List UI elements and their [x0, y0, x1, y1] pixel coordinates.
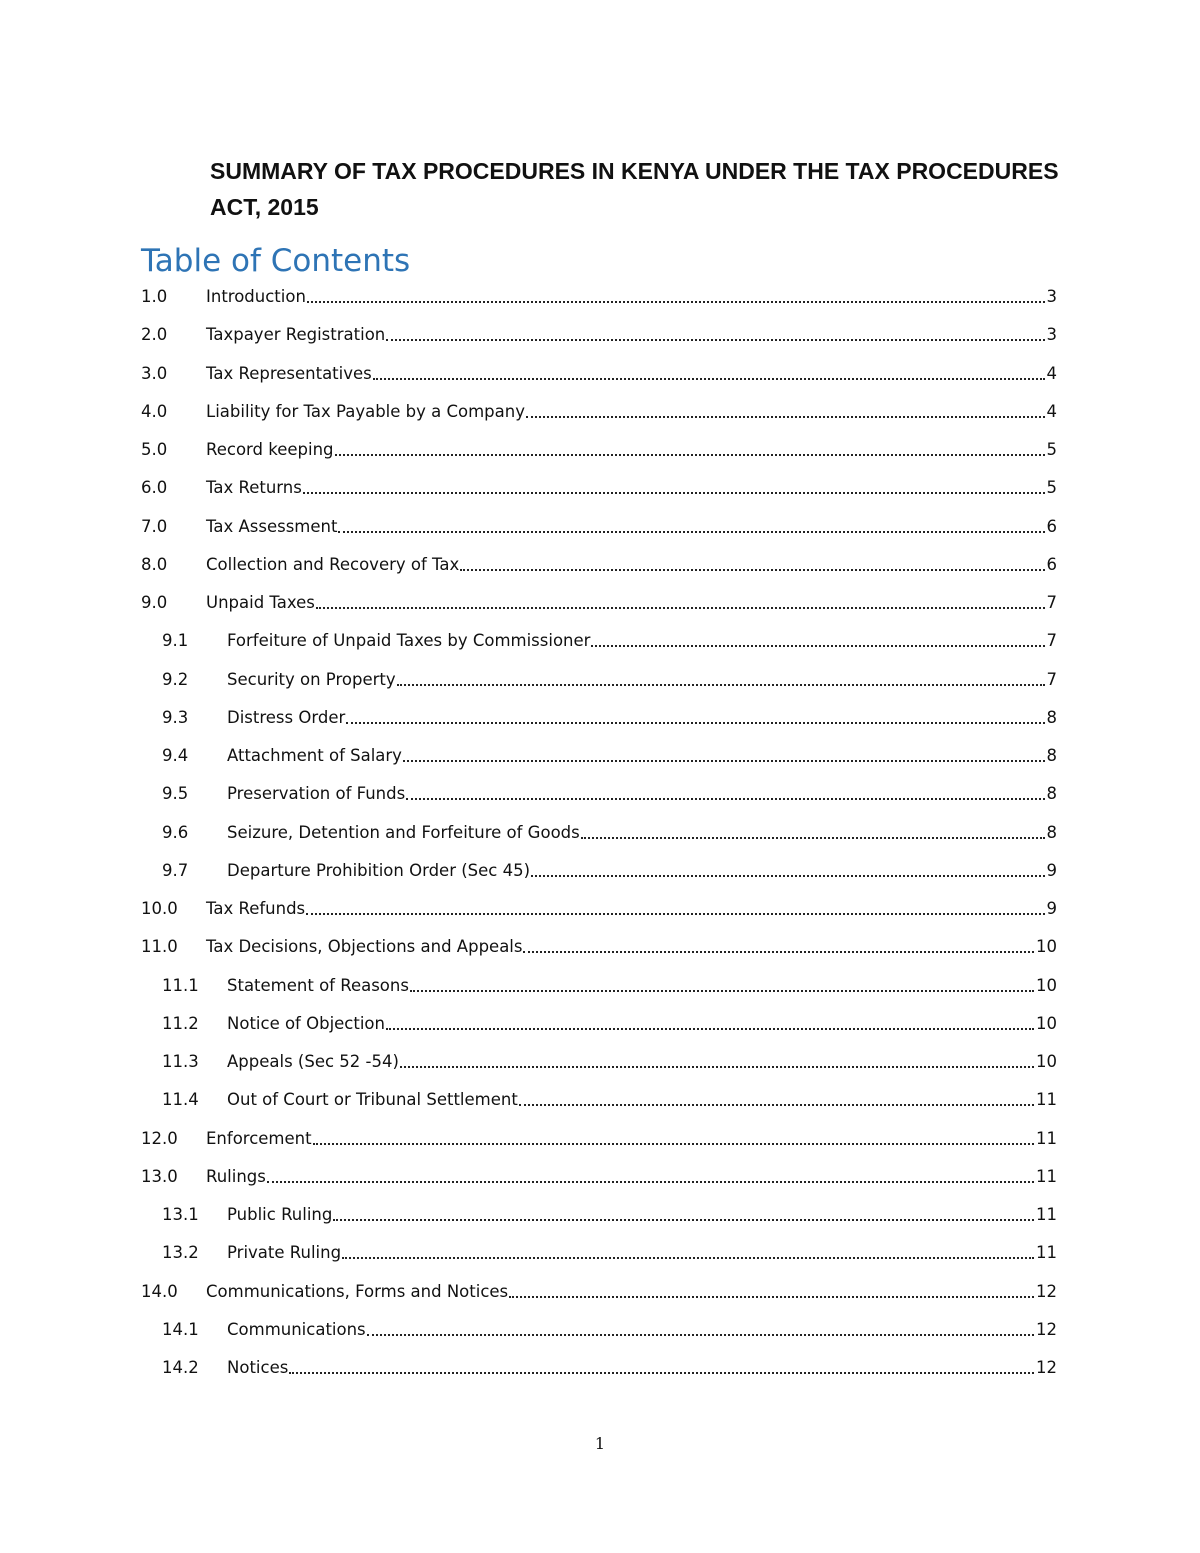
- toc-entry-title: Preservation of Funds: [227, 784, 406, 804]
- toc-entry-number: 11.0: [141, 937, 178, 957]
- toc-dot-leader: [519, 1088, 1034, 1112]
- toc-entry-title: Security on Property: [227, 669, 396, 689]
- toc-entry-title: Out of Court or Tribunal Settlement: [227, 1090, 518, 1110]
- toc-entry-page: 11: [1036, 1166, 1057, 1186]
- toc-entry-number: 5.0: [141, 440, 168, 459]
- toc-entry[interactable]: [162, 629, 1057, 653]
- toc-dot-leader: [346, 706, 1044, 730]
- toc-entry-title: Appeals (Sec 52 -54): [227, 1052, 399, 1071]
- toc-entry-number: 13.1: [162, 1205, 199, 1224]
- toc-entry-page: 10: [1036, 937, 1057, 957]
- toc-entry-title: Tax Returns: [206, 478, 302, 498]
- toc-dot-leader: [531, 859, 1044, 883]
- toc-entry-number: 3.0: [141, 363, 168, 383]
- toc-entry-title: Private Ruling: [227, 1243, 342, 1263]
- toc-entry[interactable]: [141, 476, 1057, 500]
- toc-entry-page: 5: [1046, 478, 1057, 498]
- toc-entry[interactable]: [162, 706, 1057, 730]
- toc-entry-page: 4: [1046, 363, 1057, 383]
- toc-entry-number: 12.0: [141, 1128, 178, 1148]
- toc-dot-leader: [386, 1012, 1034, 1036]
- toc-entry-number: 9.6: [162, 822, 189, 842]
- toc-entry-number: 10.0: [141, 899, 178, 918]
- toc-entry[interactable]: [162, 859, 1057, 883]
- toc-dot-leader: [306, 897, 1044, 921]
- toc-entry-number: 9.3: [162, 707, 189, 727]
- toc-entry-title: Collection and Recovery of Tax: [206, 554, 460, 574]
- toc-entry-number: 14.0: [141, 1281, 178, 1301]
- toc-entry-page: 4: [1046, 401, 1057, 421]
- toc-dot-leader: [403, 744, 1045, 768]
- toc-dot-leader: [316, 591, 1045, 615]
- toc-dot-leader: [342, 1241, 1034, 1265]
- toc-dot-leader: [523, 935, 1034, 959]
- toc-entry-number: 7.0: [141, 516, 168, 536]
- toc-entry-number: 6.0: [141, 478, 168, 498]
- toc-entry-title: Forfeiture of Unpaid Taxes by Commissioner: [227, 631, 591, 651]
- toc-entry-title: Departure Prohibition Order (Sec 45): [227, 860, 531, 880]
- toc-entry-page: 11: [1036, 1205, 1057, 1224]
- toc-entry[interactable]: [141, 400, 1057, 424]
- toc-dot-leader: [591, 629, 1044, 653]
- toc-entry-page: 11: [1036, 1090, 1057, 1110]
- toc-dot-leader: [303, 476, 1045, 500]
- toc-entry-number: 9.0: [141, 593, 168, 612]
- toc-entry-title: Seizure, Detention and Forfeiture of Goods: [227, 822, 580, 842]
- toc-entry[interactable]: [141, 897, 1057, 921]
- toc-entry-title: Communications, Forms and Notices: [206, 1281, 509, 1301]
- toc-entry-number: 11.3: [162, 1052, 199, 1071]
- toc-entry-title: Tax Refunds: [206, 899, 306, 918]
- toc-dot-leader: [400, 1050, 1034, 1074]
- toc-entry-title: Notices: [227, 1358, 289, 1377]
- toc-dot-leader: [367, 1318, 1034, 1342]
- toc-entry-page: 12: [1036, 1281, 1057, 1301]
- toc-entry-number: 9.4: [162, 746, 189, 765]
- document-title: SUMMARY OF TAX PROCEDURES IN KENYA UNDER THE TAX PROCEDURES ACT, 2015: [210, 158, 1059, 220]
- toc-dot-leader: [509, 1280, 1034, 1304]
- toc-entry-number: 9.5: [162, 784, 189, 804]
- toc-entry-page: 6: [1046, 516, 1057, 536]
- toc-dot-leader: [289, 1356, 1034, 1380]
- toc-entry-title: Enforcement: [206, 1128, 312, 1148]
- toc-entry-number: 9.2: [162, 669, 189, 689]
- toc-entry[interactable]: [141, 1127, 1057, 1151]
- toc-dot-leader: [307, 285, 1045, 309]
- toc-dot-leader: [267, 1165, 1034, 1189]
- toc-entry-page: 10: [1036, 975, 1057, 995]
- toc-dot-leader: [406, 782, 1044, 806]
- toc-entry[interactable]: [162, 1241, 1057, 1265]
- toc-entry-page: 9: [1046, 860, 1057, 880]
- toc-dot-leader: [313, 1127, 1034, 1151]
- toc-entry-page: 8: [1046, 746, 1057, 765]
- toc-entry[interactable]: [141, 438, 1057, 462]
- toc-entry-title: Tax Assessment: [206, 516, 338, 536]
- toc-entry-title: Tax Decisions, Objections and Appeals: [206, 937, 523, 957]
- toc-dot-leader: [410, 974, 1034, 998]
- toc-entry[interactable]: [162, 1318, 1057, 1342]
- toc-entry-page: 6: [1046, 554, 1057, 574]
- toc-entry-number: 4.0: [141, 401, 168, 421]
- toc-entry[interactable]: [141, 1280, 1057, 1304]
- toc-entry[interactable]: [141, 1165, 1057, 1189]
- toc-dot-leader: [333, 1203, 1034, 1227]
- toc-entry-title: Record keeping: [206, 440, 334, 459]
- toc-entry[interactable]: [162, 1203, 1057, 1227]
- toc-entry[interactable]: [162, 1356, 1057, 1380]
- toc-entry[interactable]: [162, 821, 1057, 845]
- toc-entry[interactable]: [141, 323, 1057, 347]
- toc-entry-page: 8: [1046, 822, 1057, 842]
- toc-entry-number: 13.2: [162, 1243, 199, 1263]
- toc-dot-leader: [373, 362, 1045, 386]
- toc-entry-page: 11: [1036, 1243, 1057, 1263]
- toc-dot-leader: [335, 438, 1045, 462]
- toc-dot-leader: [397, 668, 1045, 692]
- toc-entry-title: Tax Representatives: [206, 363, 372, 383]
- toc-entry-page: 11: [1036, 1128, 1057, 1148]
- toc-dot-leader: [338, 515, 1044, 539]
- toc-entry[interactable]: [162, 668, 1057, 692]
- toc-entry-number: 11.4: [162, 1090, 199, 1110]
- toc-entry-title: Statement of Reasons: [227, 975, 409, 995]
- toc-entry-page: 5: [1046, 440, 1057, 459]
- toc-entry-title: Communications: [227, 1319, 366, 1339]
- toc-entry-page: 10: [1036, 1013, 1057, 1033]
- toc-entry[interactable]: [162, 974, 1057, 998]
- toc-entry-number: 1.0: [141, 287, 168, 306]
- toc-entry-page: 7: [1046, 669, 1057, 689]
- toc-entry-page: 9: [1046, 899, 1057, 918]
- toc-entry-page: 8: [1046, 707, 1057, 727]
- toc-dot-leader: [460, 553, 1044, 577]
- toc-entry-title: Taxpayer Registration: [206, 325, 386, 345]
- toc-entry[interactable]: [141, 935, 1057, 959]
- toc-entry-number: 9.7: [162, 860, 189, 880]
- toc-entry-page: 3: [1046, 325, 1057, 345]
- toc-entry-number: 9.1: [162, 631, 189, 651]
- toc-entry-title: Rulings: [206, 1166, 266, 1186]
- toc-entry-page: 12: [1036, 1358, 1057, 1377]
- toc-entry[interactable]: [141, 362, 1057, 386]
- toc-entry[interactable]: [162, 1088, 1057, 1112]
- toc-dot-leader: [386, 323, 1044, 347]
- toc-entry[interactable]: [162, 1012, 1057, 1036]
- toc-dot-leader: [581, 821, 1045, 845]
- toc-entry-title: Introduction: [206, 287, 306, 306]
- toc-entry-title: Liability for Tax Payable by a Company: [206, 401, 525, 421]
- toc-entry[interactable]: [141, 515, 1057, 539]
- toc-entry-title: Notice of Objection: [227, 1013, 385, 1033]
- toc-entry[interactable]: [141, 591, 1057, 615]
- toc-entry-number: 2.0: [141, 325, 168, 345]
- toc-dot-leader: [526, 400, 1045, 424]
- toc-entry-title: Attachment of Salary: [227, 746, 402, 765]
- toc-entry-page: 10: [1036, 1052, 1057, 1071]
- toc-entry[interactable]: [141, 285, 1057, 309]
- toc-entry-page: 7: [1046, 593, 1057, 612]
- toc-entry-number: 11.1: [162, 975, 199, 995]
- toc-entry-title: Unpaid Taxes: [206, 593, 315, 612]
- toc-entry-number: 14.2: [162, 1358, 199, 1377]
- toc-entry-number: 8.0: [141, 554, 168, 574]
- toc-entry[interactable]: [162, 744, 1057, 768]
- toc-entry-number: 14.1: [162, 1319, 199, 1339]
- toc-entry[interactable]: [162, 1050, 1057, 1074]
- toc-entry-title: Distress Order: [227, 707, 346, 727]
- page-number: 1: [594, 1434, 606, 1453]
- toc-entry[interactable]: [141, 553, 1057, 577]
- toc-entry-page: 12: [1036, 1319, 1057, 1339]
- toc-entry-number: 13.0: [141, 1166, 178, 1186]
- toc-entry-page: 3: [1046, 287, 1057, 306]
- toc-entry-page: 8: [1046, 784, 1057, 804]
- toc-entry-title: Public Ruling: [227, 1205, 333, 1224]
- toc-heading: Table of Contents: [141, 243, 411, 279]
- toc-entry-page: 7: [1046, 631, 1057, 651]
- toc-entry-number: 11.2: [162, 1013, 199, 1033]
- toc-entry[interactable]: [162, 782, 1057, 806]
